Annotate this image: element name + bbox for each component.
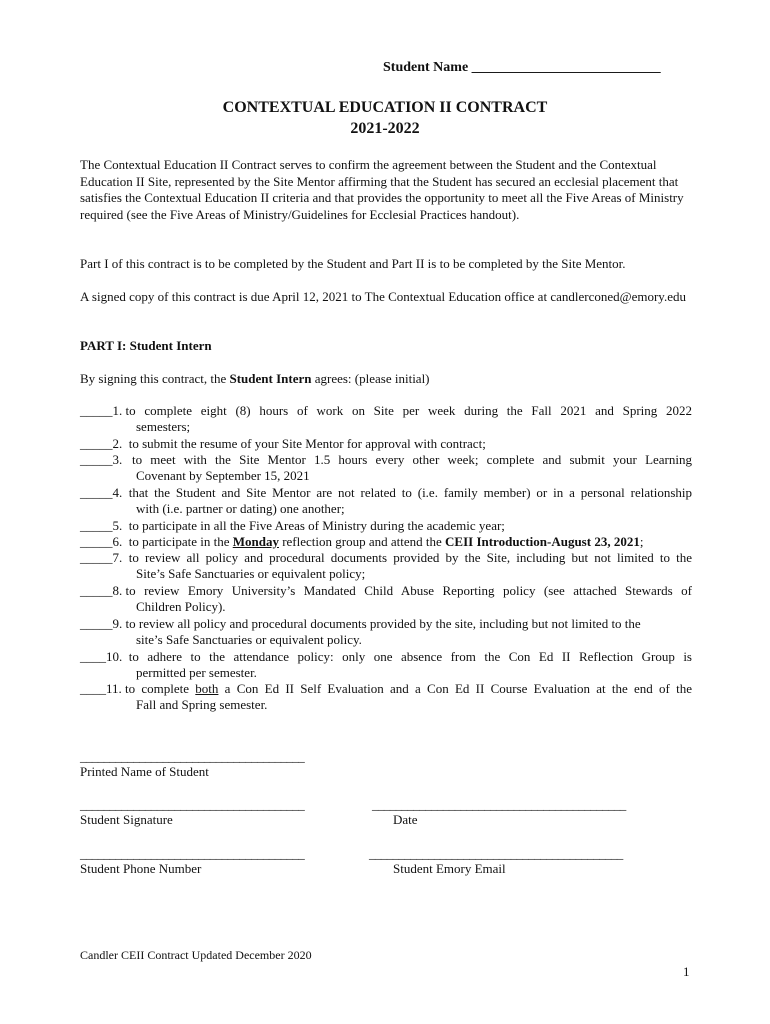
initial-blank[interactable]: _____4. (80, 485, 129, 500)
printed-name-line[interactable]: ______________________________________ (80, 749, 305, 764)
student-name-field[interactable]: Student Name ___________________________ (383, 60, 661, 75)
email-label: Student Emory Email (393, 861, 506, 876)
initial-blank[interactable]: _____7. (80, 550, 129, 565)
initial-blank[interactable]: _____6. (80, 534, 129, 549)
initial-blank[interactable]: _____2. (80, 436, 129, 451)
agreement-item-1: _____1. to complete eight (8) hours of work on Site per week during the Fall 2021 and Spring 2022 semesters; (80, 403, 692, 435)
initial-blank[interactable]: _____8. (80, 583, 126, 598)
phone-number-label: Student Phone Number (80, 861, 202, 876)
agreement-item-5: _____5. to participate in all the Five Areas of Ministry during the academic year; (80, 518, 505, 533)
student-signature-line[interactable]: ______________________________________ (80, 797, 305, 812)
initial-blank[interactable]: _____9. (80, 616, 126, 631)
agreement-item-2: _____2. to submit the resume of your Site Mentor for approval with contract; (80, 436, 486, 451)
agreement-item-4: _____4. that the Student and Site Mentor are not related to (i.e. family member) or in a personal relationship with (i.e. partner or dating) one another; (80, 485, 692, 517)
initial-blank[interactable]: ____10. (80, 649, 129, 664)
initial-blank[interactable]: _____5. (80, 518, 129, 533)
due-date-paragraph: A signed copy of this contract is due April 12, 2021 to The Contextual Education office at candlerconed@emory.edu (80, 289, 686, 304)
initial-blank[interactable]: _____3. (80, 452, 132, 467)
agreement-item-9: _____9. to review all policy and procedural documents provided by the site, including but not limited to the site’s Safe Sanctuaries or equivalent policy. (80, 616, 641, 648)
footer-text: Candler CEII Contract Updated December 2020 (80, 948, 312, 962)
initial-blank[interactable]: ____11. (80, 681, 126, 696)
date-line[interactable]: ___________________________________________ (372, 797, 626, 812)
phone-number-line[interactable]: ______________________________________ (80, 846, 305, 861)
intro-paragraph: The Contextual Education II Contract serves to confirm the agreement between the Student and the Contextual Education II Site, represented by the Site Mentor affirming that the Student has secured an ecclesial placement that satisfies the Contextual Education II criteria and that provides the opportunity to meet all the Five Areas of Ministry required (see the Five Areas of Ministry/Guidelines for Ecclesial Practices handout). (80, 157, 684, 222)
instructions-paragraph: Part I of this contract is to be completed by the Student and Part II is to be completed by the Site Mentor. (80, 256, 626, 271)
email-line[interactable]: ___________________________________________ (369, 846, 623, 861)
agreement-item-8: _____8. to review Emory University’s Mandated Child Abuse Reporting policy (see attached Stewards of Children Policy). (80, 583, 692, 615)
student-signature-label: Student Signature (80, 812, 173, 827)
initial-blank[interactable]: _____1. (80, 403, 126, 418)
agreement-item-3: _____3. to meet with the Site Mentor 1.5 hours every other week; complete and submit your Learning Covenant by September 15, 2021 (80, 452, 692, 484)
printed-name-label: Printed Name of Student (80, 764, 209, 779)
date-label: Date (393, 812, 418, 827)
agreement-statement: By signing this contract, the Student Intern agrees: (please initial) (80, 371, 430, 386)
agreement-item-11: ____11. to complete both a Con Ed II Self Evaluation and a Con Ed II Course Evaluation at the end of the Fall and Spring semester. (80, 681, 692, 713)
agreement-item-6: _____6. to participate in the Monday reflection group and attend the CEII Introduction-August 23, 2021; (80, 534, 644, 549)
document-year: 2021-2022 (350, 120, 420, 137)
document-title: CONTEXTUAL EDUCATION II CONTRACT (222, 99, 548, 116)
agreement-item-7: _____7. to review all policy and procedural documents provided by the Site, including but not limited to the Site’s Safe Sanctuaries or equivalent policy; (80, 550, 692, 582)
page-number: 1 (683, 964, 690, 979)
agreement-item-10: ____10. to adhere to the attendance policy: only one absence from the Con Ed II Reflection Group is permitted per semester. (80, 649, 692, 681)
part1-heading: PART I: Student Intern (80, 338, 212, 353)
